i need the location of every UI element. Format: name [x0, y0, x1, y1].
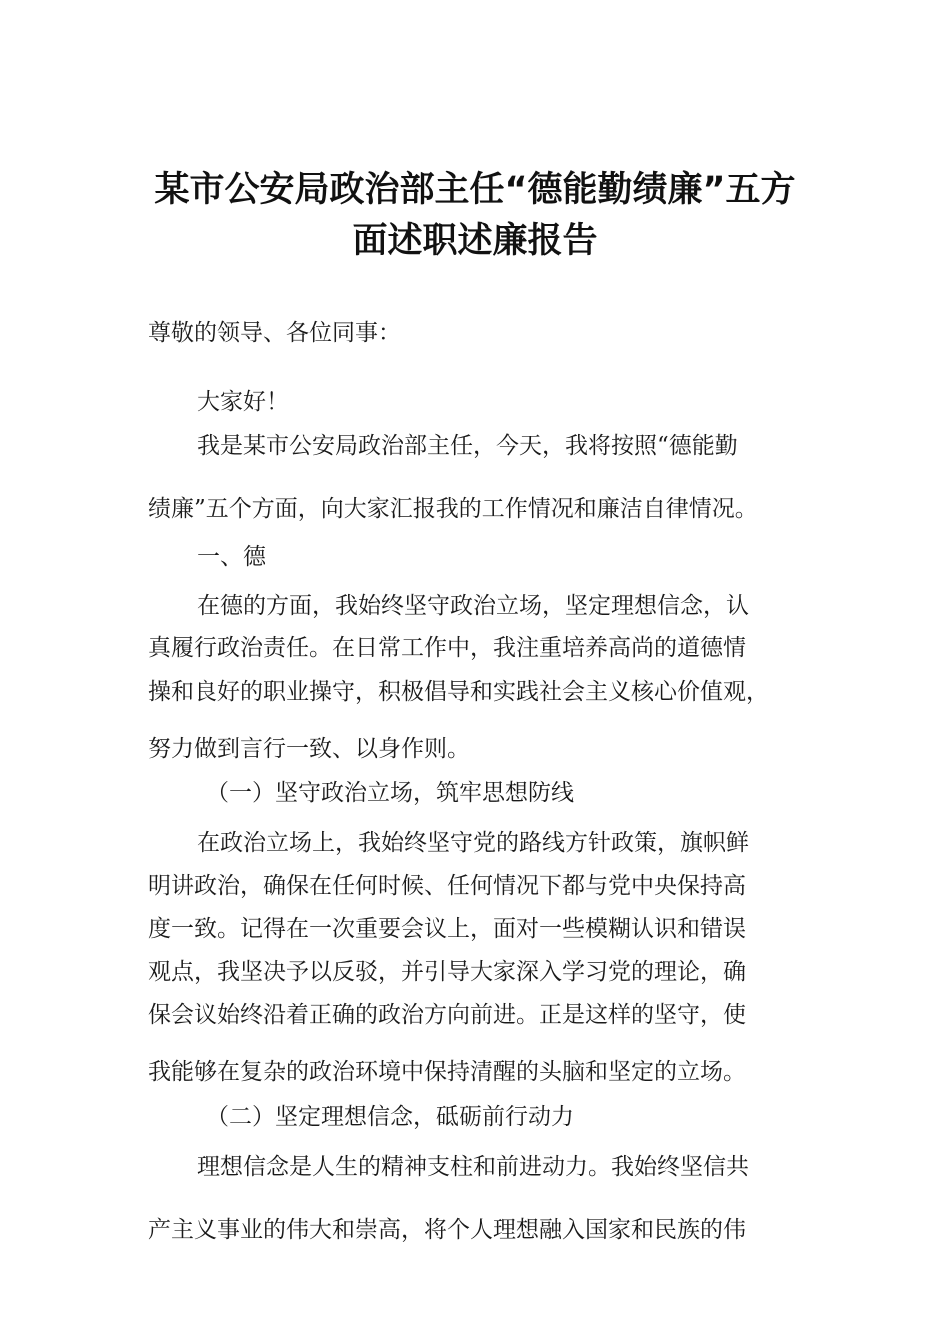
paragraph-line: 操和良好的职业操守，积极倡导和实践社会主义核心价值观，: [148, 679, 769, 705]
paragraph-line: 观点，我坚决予以反驳，并引导大家深入学习党的理论，确: [148, 959, 746, 985]
salutation: 尊敬的领导、各位同事：: [148, 320, 401, 346]
paragraph-line: 我是某市公安局政治部主任，今天，我将按照“德能勤: [197, 433, 738, 459]
paragraph-line: 真履行政治责任。在日常工作中，我注重培养高尚的道德情: [148, 635, 746, 661]
subsection-heading-1: （一）坚守政治立场，筑牢思想防线: [206, 780, 574, 806]
document-title-line-2: 面述职述廉报告: [352, 221, 598, 261]
paragraph-line: 产主义事业的伟大和崇高，将个人理想融入国家和民族的伟: [148, 1217, 746, 1243]
paragraph-line: 保会议始终沿着正确的政治方向前进。正是这样的坚守，使: [148, 1002, 746, 1028]
section-heading-de: 一、德: [197, 544, 266, 570]
paragraph-line: 理想信念是人生的精神支柱和前进动力。我始终坚信共: [197, 1154, 749, 1180]
subsection-heading-2: （二）坚定理想信念，砥砺前行动力: [206, 1104, 574, 1130]
paragraph-line: 在政治立场上，我始终坚守党的路线方针政策，旗帜鲜: [197, 830, 749, 856]
greeting: 大家好！: [197, 389, 289, 415]
paragraph-line: 努力做到言行一致、以身作则。: [148, 736, 470, 762]
paragraph-line: 绩廉”五个方面，向大家汇报我的工作情况和廉洁自律情况。: [148, 496, 758, 522]
document-title-line-1: 某市公安局政治部主任“德能勤绩廉”五方: [154, 170, 796, 210]
paragraph-line: 我能够在复杂的政治环境中保持清醒的头脑和坚定的立场。: [148, 1059, 746, 1085]
paragraph-line: 度一致。记得在一次重要会议上，面对一些模糊认识和错误: [148, 916, 746, 942]
paragraph-line: 明讲政治，确保在任何时候、任何情况下都与党中央保持高: [148, 873, 746, 899]
paragraph-line: 在德的方面，我始终坚守政治立场，坚定理想信念，认: [197, 593, 749, 619]
